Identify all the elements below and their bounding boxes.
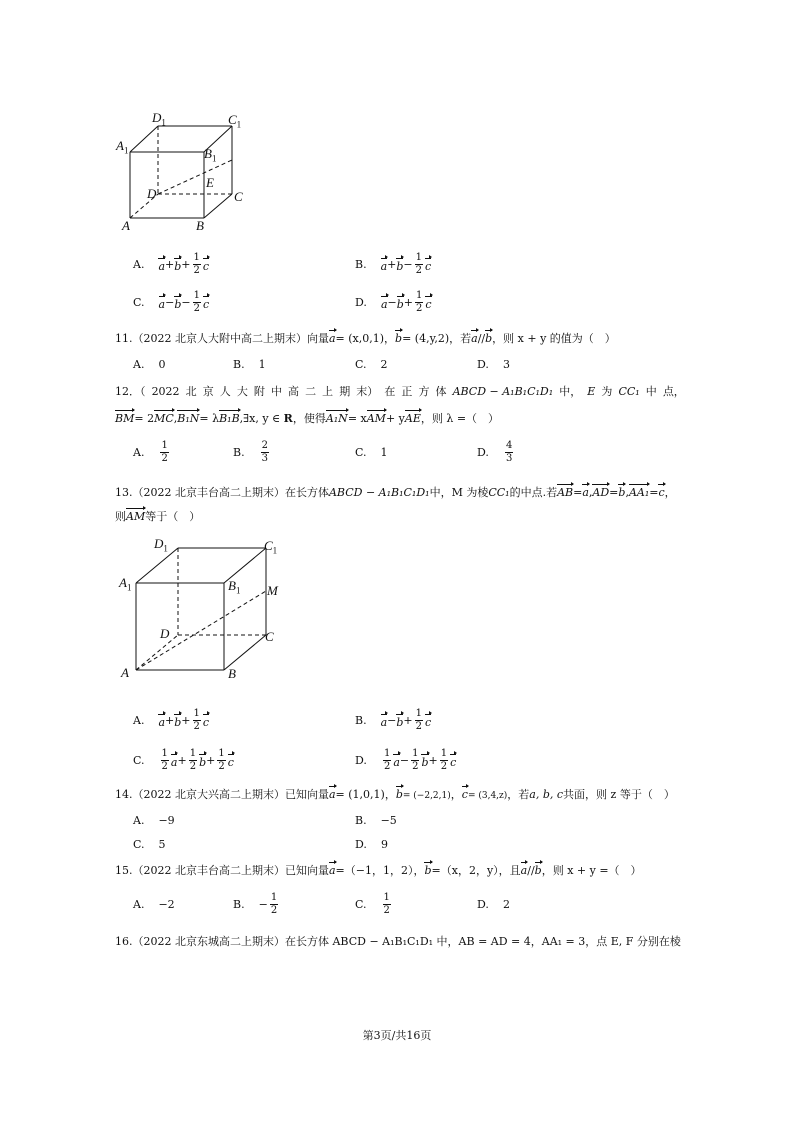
question-14: 14.（2022 北京大兴高二上期末）已知向量a= (1,0,1)，b= (−2,2,1)，c= (3,4,z)，若a, b, c共面，则 z 等于（ ）	[115, 788, 675, 801]
label-B: B	[196, 218, 204, 233]
q15-option-c[interactable]: C. $\frac{1}{2}$	[355, 892, 390, 916]
question-12-line-2: BM= 2MC,B₁N= λB₁B,∃x, y ∈ R，使得A₁N= xAM+ yAE，则 λ =（ ）	[115, 412, 500, 425]
q13-option-b[interactable]: B. a − b + $\frac{1}{2}$ c	[355, 708, 432, 732]
q12-option-b[interactable]: B. $\frac{2}{3}$	[233, 440, 268, 464]
q12-option-c[interactable]: C. 1	[355, 446, 388, 459]
q15-option-a[interactable]: A. −2	[133, 898, 175, 911]
page-footer: 第3页/共16页	[362, 1029, 432, 1042]
q13-option-d[interactable]: D. $\frac{1}{2}$ a − $\frac{1}{2}$ b + $\frac{1}{2}$ c	[355, 748, 457, 772]
q13-option-c[interactable]: C. $\frac{1}{2}$ a + $\frac{1}{2}$ b + $\frac{1}{2}$ c	[133, 748, 234, 772]
label-A1: $A_1$	[119, 575, 132, 593]
question-12-line-1: 12．（ 2022 北 京 人 大 附 中 高 二 上 期 末） 在 正 方 体 ABCD − A₁B₁C₁D₁ 中， E 为 CC₁ 中 点，	[115, 385, 685, 398]
q13-option-a[interactable]: A. a + b + $\frac{1}{2}$ c	[133, 708, 210, 732]
label-D: D	[160, 626, 170, 641]
label-C: C	[234, 189, 243, 204]
q10-option-c[interactable]: C. a − b − $\frac{1}{2}$ c	[133, 290, 210, 314]
question-13-line-2: 则AM等于（ ）	[115, 510, 201, 523]
label-E: E	[206, 175, 214, 190]
q10-option-a[interactable]: A. a + b + $\frac{1}{2}$ c	[133, 252, 210, 276]
q15-option-d[interactable]: D. 2	[477, 898, 510, 911]
q14-option-d[interactable]: D. 9	[355, 838, 388, 851]
question-11: 11.（2022 北京人大附中高二上期末）向量a= (x,0,1)，b= (4,y,2)，若a//b，则 x + y 的值为（ ）	[115, 332, 616, 345]
question-16: 16.（2022 北京东城高二上期末）在长方体 ABCD − A₁B₁C₁D₁ 中，AB = AD = 4，AA₁ = 3，点 E, F 分别在棱	[115, 935, 681, 948]
q12-option-d[interactable]: D. $\frac{4}{3}$	[477, 440, 513, 464]
question-13-line-1: 13.（2022 北京丰台高二上期末）在长方体ABCD − A₁B₁C₁D₁中，M 为棱CC₁的中点.若AB=a,AD=b,AA₁=c，	[115, 486, 676, 499]
label-A: A	[121, 665, 129, 680]
q14-option-a[interactable]: A. −9	[133, 814, 175, 827]
label-B: B	[228, 666, 236, 681]
q15-option-b[interactable]: B. − $\frac{1}{2}$	[233, 892, 278, 916]
q11-option-b[interactable]: B. 1	[233, 358, 266, 371]
q10-option-b[interactable]: B. a + b − $\frac{1}{2}$ c	[355, 252, 432, 276]
label-D1: $D_1$	[154, 536, 168, 554]
label-C1: $C_1$	[228, 112, 242, 130]
label-C1: $C_1$	[264, 538, 278, 556]
question-15: 15.（2022 北京丰台高二上期末）已知向量a=（−1，1，2），b=（x，2，y），且a//b，则 x + y =（ ）	[115, 864, 642, 877]
label-D: D	[147, 186, 157, 201]
label-B1: $B_1$	[204, 146, 217, 164]
q10-option-d[interactable]: D. a − b + $\frac{1}{2}$ c	[355, 290, 432, 314]
q12-option-a[interactable]: A. $\frac{1}{2}$	[133, 440, 168, 464]
q14-option-b[interactable]: B. −5	[355, 814, 397, 827]
cuboid-figure-2	[120, 535, 295, 685]
label-D1: $D_1$	[152, 110, 166, 128]
q11-option-a[interactable]: A. 0	[133, 358, 166, 371]
q11-option-d[interactable]: D. 3	[477, 358, 510, 371]
q14-option-c[interactable]: C. 5	[133, 838, 166, 851]
label-A1: $A_1$	[116, 138, 129, 156]
label-A: A	[122, 218, 130, 233]
label-C: C	[265, 629, 274, 644]
q11-option-c[interactable]: C. 2	[355, 358, 388, 371]
label-M: M	[267, 583, 278, 598]
label-B1: $B_1$	[228, 578, 241, 596]
